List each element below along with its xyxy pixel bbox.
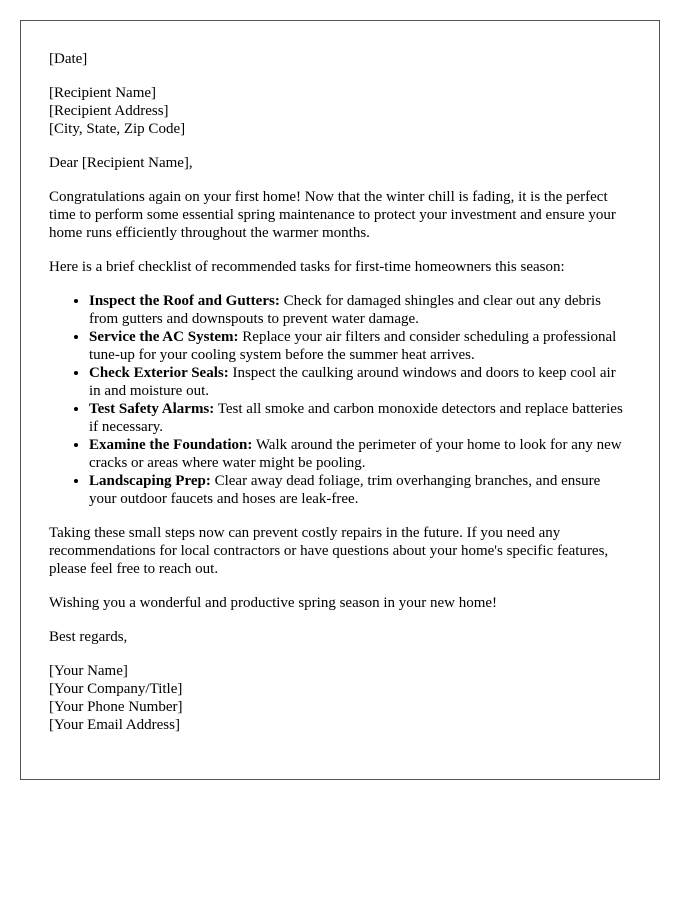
closing-paragraph: Taking these small steps now can prevent costly repairs in the future. If you need any recommendations for local contractors or have questions about your home's specific features, please feel free to reach out.	[49, 525, 609, 577]
intro-paragraph: Congratulations again on your first home! Now that the winter chill is fading, it is the perfect time to perform some essential spring maintenance to protect your investment and ensure your home runs efficiently throughout the warmer months.	[49, 189, 616, 241]
checklist-item-text: Clear away dead foliage, trim overhanging branches, and ensure your outdoor faucets and hoses are leak-free.	[89, 473, 601, 507]
recipient-city-state-zip: [City, State, Zip Code]	[49, 121, 186, 137]
sender-email: [Your Email Address]	[49, 717, 180, 733]
date-line	[49, 50, 631, 68]
checklist-item	[89, 364, 631, 400]
checklist-item-text: Inspect the caulking around windows and doors to keep cool air in and moisture out.	[89, 365, 616, 399]
date: [Date]	[49, 51, 88, 67]
checklist-item-title: Inspect the Roof and Gutters:	[89, 293, 280, 309]
checklist-item-text: Check for damaged shingles and clear out any debris from gutters and downspouts to prevent water damage.	[89, 293, 601, 327]
recipient-block	[49, 84, 631, 138]
sender-company-title: [Your Company/Title]	[49, 681, 183, 697]
checklist-item-text: Replace your air filters and consider scheduling a professional tune-up for your cooling system before the summer heat arrives.	[89, 329, 617, 363]
checklist-item	[89, 472, 631, 508]
checklist-item-title: Service the AC System:	[89, 329, 239, 345]
sender-phone: [Your Phone Number]	[49, 699, 183, 715]
sender-name: [Your Name]	[49, 663, 128, 679]
checklist-item-text: Walk around the perimeter of your home to look for any new cracks or areas where water might be pooling.	[89, 437, 622, 471]
checklist-intro: Here is a brief checklist of recommended tasks for first-time homeowners this season:	[49, 259, 565, 275]
wishes-paragraph: Wishing you a wonderful and productive spring season in your new home!	[49, 595, 498, 611]
checklist-item	[89, 400, 631, 436]
checklist-item-text: Test all smoke and carbon monoxide detectors and replace batteries if necessary.	[89, 401, 623, 435]
checklist-item-title: Check Exterior Seals:	[89, 365, 229, 381]
sender-block	[49, 662, 631, 734]
checklist-item-title: Test Safety Alarms:	[89, 401, 215, 417]
checklist-item	[89, 436, 631, 472]
checklist-item	[89, 328, 631, 364]
checklist-item	[89, 292, 631, 328]
checklist-item-title: Landscaping Prep:	[89, 473, 211, 489]
recipient-address: [Recipient Address]	[49, 103, 169, 119]
checklist-item-title: Examine the Foundation:	[89, 437, 253, 453]
recipient-name: [Recipient Name]	[49, 85, 157, 101]
signoff: Best regards,	[49, 629, 128, 645]
maintenance-checklist	[49, 292, 631, 508]
letter-page	[20, 20, 660, 780]
salutation: Dear [Recipient Name],	[49, 155, 193, 171]
